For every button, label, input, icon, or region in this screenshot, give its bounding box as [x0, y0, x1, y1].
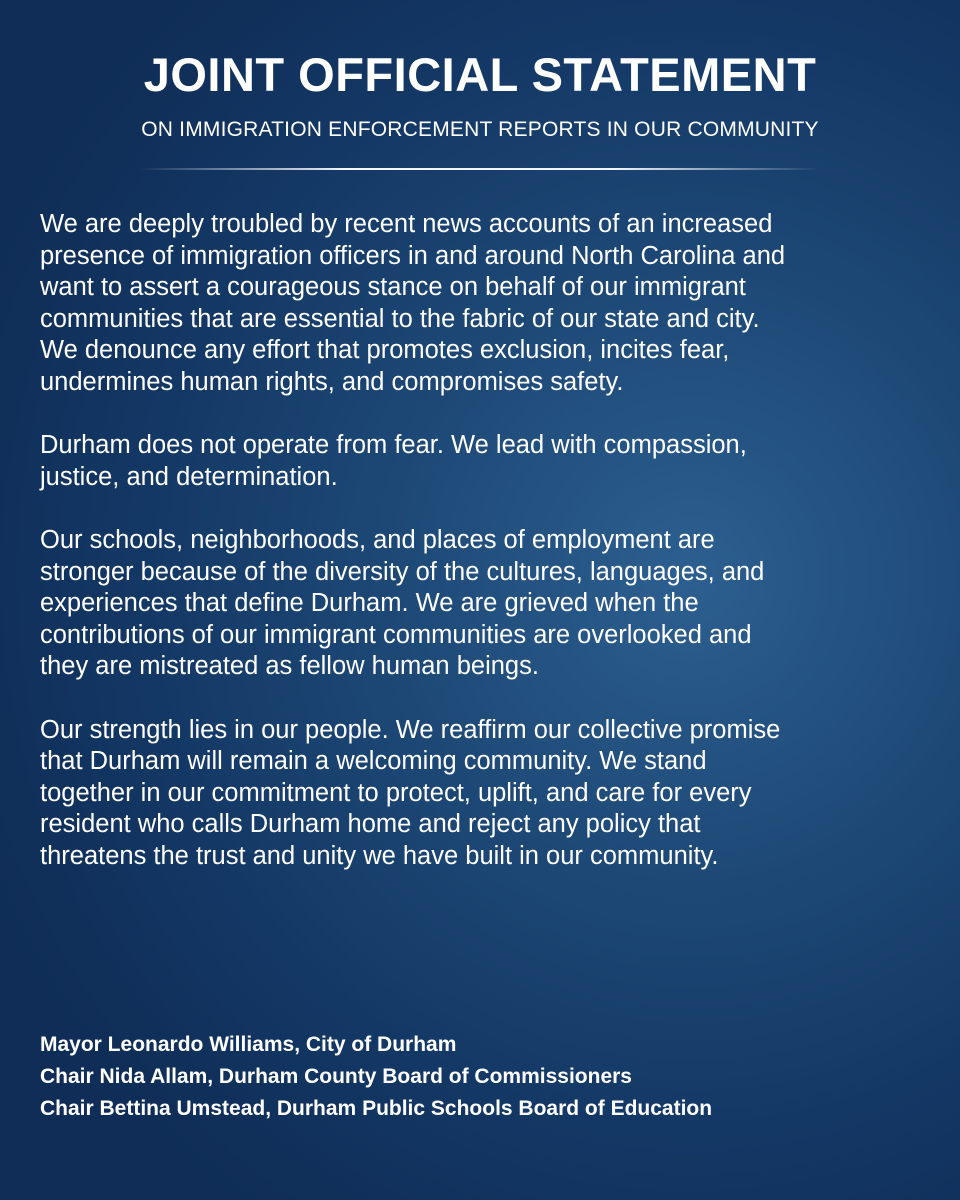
- statement-title: JOINT OFFICIAL STATEMENT: [143, 48, 817, 101]
- paragraph-1: We are deeply troubled by recent news accounts of an increased presence of immigration officers in and around North Carolina and want to assert a courageous stance on behalf of our immigrant communities that are essential to the fabric of our state and city. We denounce any effort that promotes exclusion, incites fear, undermines human rights, and compromises safety.: [40, 210, 786, 396]
- paragraph-4: Our strength lies in our people. We reaffirm our collective promise that Durham will remain a welcoming community. We stand together in our commitment to protect, uplift, and care for every resident who calls Durham home and reject any policy that threatens the trust and unity we have built in our community.: [40, 715, 781, 870]
- title-divider: [140, 168, 820, 170]
- paragraph-3: Our schools, neighborhoods, and places of employment are stronger because of the diversity of the cultures, languages, and experiences that define Durham. We are grieved when the contributions of our immigrant communities are overlooked and they are mistreated as fellow human beings.: [40, 526, 765, 680]
- signature-county-chair: Chair Nida Allam, Durham County Board of Commissioners: [40, 1065, 632, 1088]
- signature-schools-chair: Chair Bettina Umstead, Durham Public Schools Board of Education: [40, 1097, 713, 1120]
- statement-subtitle: ON IMMIGRATION ENFORCEMENT REPORTS IN OUR COMMUNITY: [141, 118, 819, 141]
- statement-body: [40, 209, 930, 904]
- signatures-block: [40, 1029, 930, 1125]
- paragraph-2: Durham does not operate from fear. We lead with compassion, justice, and determination.: [40, 431, 747, 491]
- signature-mayor: Mayor Leonardo Williams, City of Durham: [40, 1033, 457, 1056]
